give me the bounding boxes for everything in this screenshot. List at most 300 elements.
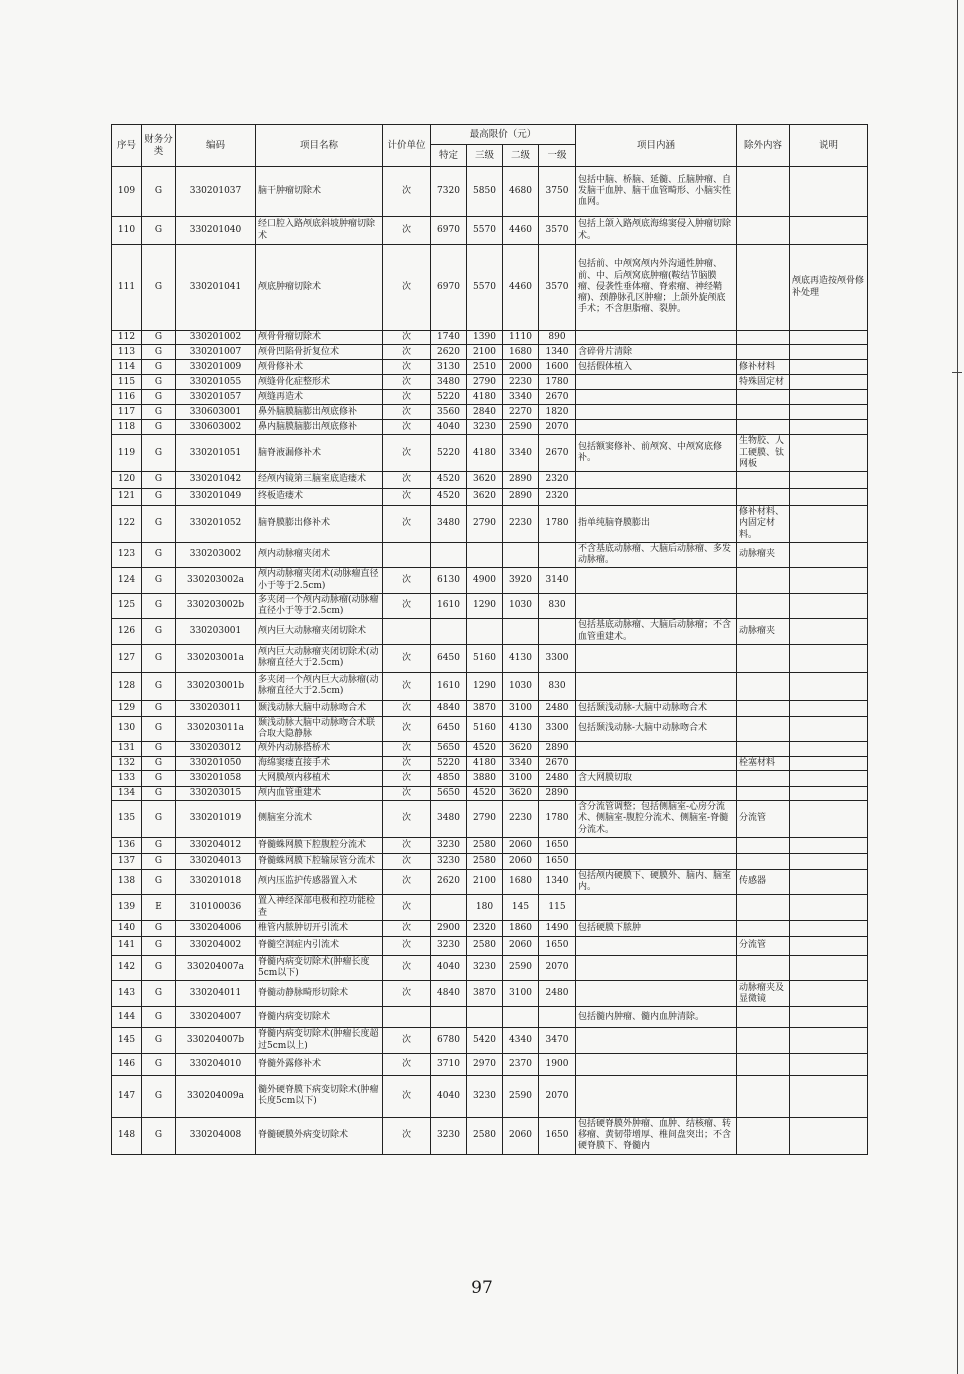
row-unit: 次 — [383, 217, 431, 245]
row-note — [790, 742, 868, 756]
row-note — [790, 981, 868, 1007]
row-seq: 134 — [112, 786, 142, 800]
row-price-level1: 830 — [539, 593, 576, 619]
row-unit — [383, 619, 431, 645]
row-exclusion: 修补材料、内固定材料。 — [737, 506, 790, 543]
row-price-level1: 2320 — [539, 489, 576, 506]
row-content — [576, 390, 737, 405]
row-exclusion — [737, 568, 790, 594]
table-row — [112, 895, 868, 921]
table-row — [112, 742, 868, 756]
row-price-level2: 2060 — [503, 936, 539, 955]
table-row — [112, 837, 868, 853]
row-price-special: 6970 — [431, 245, 467, 331]
row-note — [790, 786, 868, 800]
row-unit: 次 — [383, 593, 431, 619]
table-row — [112, 345, 868, 360]
col-header-special: 特定 — [431, 145, 467, 167]
table-row — [112, 619, 868, 645]
row-content — [576, 420, 737, 435]
row-unit: 次 — [383, 360, 431, 375]
row-exclusion — [737, 837, 790, 853]
row-price-level2: 4460 — [503, 217, 539, 245]
row-price-level1: 3470 — [539, 1028, 576, 1054]
row-exclusion — [737, 472, 790, 489]
row-price-special: 2620 — [431, 869, 467, 895]
row-name: 终板造瘘术 — [256, 489, 383, 506]
row-price-level2: 4460 — [503, 245, 539, 331]
row-note — [790, 360, 868, 375]
row-content — [576, 786, 737, 800]
row-price-level2: 2890 — [503, 472, 539, 489]
row-price-level3 — [467, 619, 503, 645]
scan-edge-line — [957, 0, 958, 1374]
table-row — [112, 770, 868, 786]
row-content: 包括颞浅动脉-大脑中动脉吻合术 — [576, 716, 737, 742]
row-name: 颅缝再造术 — [256, 390, 383, 405]
row-unit: 次 — [383, 1053, 431, 1075]
row-seq: 132 — [112, 756, 142, 770]
row-category: G — [142, 331, 176, 345]
row-price-special: 3230 — [431, 853, 467, 869]
table-row — [112, 390, 868, 405]
row-code: 330204013 — [176, 853, 256, 869]
row-name: 海绵窦瘘直接手术 — [256, 756, 383, 770]
row-name: 颞浅动脉大脑中动脉吻合术 — [256, 700, 383, 716]
row-category: G — [142, 506, 176, 543]
row-category: G — [142, 217, 176, 245]
row-price-special: 5650 — [431, 742, 467, 756]
row-code: 330201050 — [176, 756, 256, 770]
row-price-level1: 2070 — [539, 1075, 576, 1117]
row-exclusion — [737, 770, 790, 786]
row-category: G — [142, 1117, 176, 1154]
row-seq: 144 — [112, 1007, 142, 1028]
row-content — [576, 936, 737, 955]
table-row — [112, 853, 868, 869]
row-price-level3: 4180 — [467, 390, 503, 405]
row-seq: 137 — [112, 853, 142, 869]
row-content: 含分流管调整；包括侧脑室-心房分流术、侧脑室-腹腔分流术、侧脑室-脊髓分流术。 — [576, 801, 737, 838]
row-code: 330201055 — [176, 375, 256, 390]
row-price-level2 — [503, 542, 539, 568]
table-row — [112, 1007, 868, 1028]
row-unit: 次 — [383, 167, 431, 217]
row-price-level3: 2790 — [467, 375, 503, 390]
table-row — [112, 920, 868, 936]
row-price-special: 4850 — [431, 770, 467, 786]
row-code: 330204008 — [176, 1117, 256, 1154]
row-note — [790, 801, 868, 838]
row-exclusion: 栓塞材料 — [737, 756, 790, 770]
row-price-level1: 2670 — [539, 756, 576, 770]
row-code: 330204007 — [176, 1007, 256, 1028]
row-category: G — [142, 360, 176, 375]
row-exclusion — [737, 390, 790, 405]
row-note — [790, 420, 868, 435]
row-price-level3: 2580 — [467, 1117, 503, 1154]
col-header-level2: 二级 — [503, 145, 539, 167]
row-code: 330201041 — [176, 245, 256, 331]
row-unit — [383, 542, 431, 568]
row-code: 330603001 — [176, 405, 256, 420]
row-name: 颅骨修补术 — [256, 360, 383, 375]
row-price-special: 6130 — [431, 568, 467, 594]
row-content: 包括髓内肿瘤、髓内血肿清除。 — [576, 1007, 737, 1028]
table-row — [112, 700, 868, 716]
row-code: 330204012 — [176, 837, 256, 853]
row-note — [790, 716, 868, 742]
row-seq: 124 — [112, 568, 142, 594]
row-name: 脊髓蛛网膜下腔输尿管分流术 — [256, 853, 383, 869]
row-price-level1: 3140 — [539, 568, 576, 594]
row-price-level3: 2580 — [467, 837, 503, 853]
row-price-level2: 2270 — [503, 405, 539, 420]
row-price-special: 3480 — [431, 801, 467, 838]
row-unit: 次 — [383, 801, 431, 838]
row-name: 脊髓内病变切除术 — [256, 1007, 383, 1028]
row-exclusion — [737, 742, 790, 756]
row-name: 经口腔入路颅底斜坡肿瘤切除术 — [256, 217, 383, 245]
row-seq: 123 — [112, 542, 142, 568]
row-price-level1: 830 — [539, 672, 576, 700]
row-name: 脊髓动静脉畸形切除术 — [256, 981, 383, 1007]
table-row — [112, 716, 868, 742]
row-exclusion — [737, 1075, 790, 1117]
row-price-level1 — [539, 1007, 576, 1028]
row-exclusion: 分流管 — [737, 801, 790, 838]
row-price-special: 5220 — [431, 756, 467, 770]
row-code: 330201040 — [176, 217, 256, 245]
table-row — [112, 360, 868, 375]
row-content — [576, 405, 737, 420]
row-price-level2: 4680 — [503, 167, 539, 217]
row-code: 330201058 — [176, 770, 256, 786]
row-price-level2: 1680 — [503, 869, 539, 895]
row-note — [790, 542, 868, 568]
row-unit: 次 — [383, 869, 431, 895]
table-row — [112, 245, 868, 331]
row-name: 脑脊膜膨出修补术 — [256, 506, 383, 543]
row-price-special: 1610 — [431, 593, 467, 619]
row-code: 330203002b — [176, 593, 256, 619]
row-price-level2 — [503, 1007, 539, 1028]
row-name: 多夹闭一个颅内动脉瘤(动脉瘤直径小于等于2.5cm) — [256, 593, 383, 619]
row-name: 颅外内动脉搭桥术 — [256, 742, 383, 756]
row-price-level2: 2590 — [503, 955, 539, 981]
row-category: G — [142, 619, 176, 645]
row-name: 髓外硬脊膜下病变切除术(肿瘤长度5cm以下) — [256, 1075, 383, 1117]
row-note — [790, 619, 868, 645]
row-unit: 次 — [383, 853, 431, 869]
row-exclusion — [737, 420, 790, 435]
row-price-level3 — [467, 1007, 503, 1028]
col-header-name: 项目名称 — [256, 125, 383, 167]
row-seq: 131 — [112, 742, 142, 756]
row-name: 脑脊液漏修补术 — [256, 435, 383, 472]
col-header-max-price: 最高限价（元） — [431, 125, 576, 145]
row-code: 330203002 — [176, 542, 256, 568]
row-seq: 130 — [112, 716, 142, 742]
table-row — [112, 542, 868, 568]
table-row — [112, 1028, 868, 1054]
row-price-level3: 180 — [467, 895, 503, 921]
row-content — [576, 472, 737, 489]
row-name: 颅内巨大动脉瘤夹闭切除术(动脉瘤直径大于2.5cm) — [256, 644, 383, 672]
row-price-level1: 1490 — [539, 920, 576, 936]
row-category: G — [142, 920, 176, 936]
row-exclusion: 生物胶、人工硬膜、钛网板 — [737, 435, 790, 472]
row-price-level2: 3340 — [503, 756, 539, 770]
row-price-special: 4520 — [431, 472, 467, 489]
row-note — [790, 593, 868, 619]
row-price-level2: 2230 — [503, 506, 539, 543]
row-exclusion — [737, 700, 790, 716]
row-code: 330201018 — [176, 869, 256, 895]
row-exclusion — [737, 716, 790, 742]
row-price-level1: 2480 — [539, 770, 576, 786]
row-price-level3: 4900 — [467, 568, 503, 594]
row-seq: 118 — [112, 420, 142, 435]
row-note — [790, 869, 868, 895]
row-category: G — [142, 837, 176, 853]
row-content: 包括颅内硬膜下、硬膜外、脑内、脑室内。 — [576, 869, 737, 895]
row-price-special: 3230 — [431, 1117, 467, 1154]
row-name: 多夹闭一个颅内巨大动脉瘤(动脉瘤直径大于2.5cm) — [256, 672, 383, 700]
row-price-level2: 3340 — [503, 390, 539, 405]
table-row — [112, 489, 868, 506]
row-unit: 次 — [383, 837, 431, 853]
row-unit: 次 — [383, 955, 431, 981]
row-unit: 次 — [383, 644, 431, 672]
row-unit: 次 — [383, 435, 431, 472]
row-price-level2: 145 — [503, 895, 539, 921]
row-price-level2: 3100 — [503, 770, 539, 786]
row-exclusion: 动脉瘤夹及显微镜 — [737, 981, 790, 1007]
row-price-level1: 3300 — [539, 716, 576, 742]
row-content — [576, 1075, 737, 1117]
row-price-level2: 1680 — [503, 345, 539, 360]
row-name: 颅内血管重建术 — [256, 786, 383, 800]
row-code: 330201019 — [176, 801, 256, 838]
row-price-special — [431, 542, 467, 568]
row-price-level2: 2060 — [503, 853, 539, 869]
row-exclusion — [737, 345, 790, 360]
row-exclusion: 分流管 — [737, 936, 790, 955]
row-price-level1: 2480 — [539, 981, 576, 1007]
row-price-level2: 3340 — [503, 435, 539, 472]
row-category: G — [142, 345, 176, 360]
row-seq: 119 — [112, 435, 142, 472]
row-note — [790, 345, 868, 360]
row-name: 脊髓硬膜外病变切除术 — [256, 1117, 383, 1154]
row-unit: 次 — [383, 331, 431, 345]
row-name: 鼻外脑膜脑膨出颅底修补 — [256, 405, 383, 420]
row-exclusion: 动脉瘤夹 — [737, 619, 790, 645]
row-name: 脑干肿瘤切除术 — [256, 167, 383, 217]
row-unit: 次 — [383, 981, 431, 1007]
row-exclusion — [737, 786, 790, 800]
row-price-special: 6780 — [431, 1028, 467, 1054]
row-seq: 129 — [112, 700, 142, 716]
table-row — [112, 756, 868, 770]
row-price-level3: 3870 — [467, 981, 503, 1007]
row-code: 330603002 — [176, 420, 256, 435]
row-category: G — [142, 770, 176, 786]
col-header-level1: 一级 — [539, 145, 576, 167]
row-category: G — [142, 644, 176, 672]
row-price-level3: 4520 — [467, 786, 503, 800]
row-unit: 次 — [383, 756, 431, 770]
row-note — [790, 1028, 868, 1054]
row-content — [576, 742, 737, 756]
page-number: 97 — [471, 1278, 493, 1298]
row-price-special: 3480 — [431, 375, 467, 390]
row-seq: 110 — [112, 217, 142, 245]
table-row — [112, 955, 868, 981]
row-price-level1: 2320 — [539, 472, 576, 489]
row-seq: 114 — [112, 360, 142, 375]
row-price-level3: 4180 — [467, 435, 503, 472]
row-price-level3: 3230 — [467, 420, 503, 435]
col-header-finance: 财务分类 — [142, 125, 176, 167]
row-price-level1: 1650 — [539, 853, 576, 869]
table-row — [112, 420, 868, 435]
row-price-level3: 3880 — [467, 770, 503, 786]
row-price-level3: 5420 — [467, 1028, 503, 1054]
row-seq: 127 — [112, 644, 142, 672]
row-price-level1: 1340 — [539, 345, 576, 360]
row-price-level2: 3620 — [503, 742, 539, 756]
row-category: G — [142, 955, 176, 981]
row-price-special: 5220 — [431, 435, 467, 472]
table-row — [112, 217, 868, 245]
row-price-level3: 1390 — [467, 331, 503, 345]
row-content — [576, 837, 737, 853]
row-category: G — [142, 1053, 176, 1075]
row-content: 指单纯脑脊膜膨出 — [576, 506, 737, 543]
row-code: 330203011 — [176, 700, 256, 716]
row-seq: 113 — [112, 345, 142, 360]
row-price-level3: 4180 — [467, 756, 503, 770]
row-category: G — [142, 167, 176, 217]
row-price-level3: 2320 — [467, 920, 503, 936]
row-seq: 109 — [112, 167, 142, 217]
table-row — [112, 801, 868, 838]
row-code: 330203011a — [176, 716, 256, 742]
row-unit: 次 — [383, 245, 431, 331]
row-code: 330204011 — [176, 981, 256, 1007]
row-price-level3: 2790 — [467, 801, 503, 838]
col-header-seq: 序号 — [112, 125, 142, 167]
row-seq: 121 — [112, 489, 142, 506]
row-note: 颅底再造按颅骨修补处理 — [790, 245, 868, 331]
row-category: G — [142, 981, 176, 1007]
row-seq: 128 — [112, 672, 142, 700]
row-note — [790, 1053, 868, 1075]
row-price-level1: 1780 — [539, 375, 576, 390]
row-content — [576, 981, 737, 1007]
row-content: 含大网膜切取 — [576, 770, 737, 786]
row-exclusion — [737, 1028, 790, 1054]
row-seq: 117 — [112, 405, 142, 420]
row-price-level1: 3750 — [539, 167, 576, 217]
row-price-special — [431, 1007, 467, 1028]
row-name: 颅内动脉瘤夹闭术(动脉瘤直径小于等于2.5cm) — [256, 568, 383, 594]
row-name: 颅缝骨化症整形术 — [256, 375, 383, 390]
row-code: 330204002 — [176, 936, 256, 955]
row-seq: 115 — [112, 375, 142, 390]
row-name: 颅骨骨瘤切除术 — [256, 331, 383, 345]
row-note — [790, 375, 868, 390]
row-unit: 次 — [383, 920, 431, 936]
row-price-level1: 1820 — [539, 405, 576, 420]
col-header-unit: 计价单位 — [383, 125, 431, 167]
table-row — [112, 1075, 868, 1117]
row-content — [576, 644, 737, 672]
row-unit: 次 — [383, 786, 431, 800]
row-price-level2: 2590 — [503, 1075, 539, 1117]
row-category: G — [142, 542, 176, 568]
row-category: G — [142, 1075, 176, 1117]
row-content: 不含基底动脉瘤、大脑后动脉瘤、多发动脉瘤。 — [576, 542, 737, 568]
row-price-level1: 1900 — [539, 1053, 576, 1075]
row-exclusion — [737, 245, 790, 331]
row-price-level2: 1110 — [503, 331, 539, 345]
row-price-level1: 1340 — [539, 869, 576, 895]
row-note — [790, 853, 868, 869]
row-exclusion — [737, 920, 790, 936]
row-exclusion — [737, 405, 790, 420]
row-name: 脊髓外露修补术 — [256, 1053, 383, 1075]
table-row — [112, 405, 868, 420]
row-name: 颞浅动脉大脑中动脉吻合术联合取大隐静脉 — [256, 716, 383, 742]
table-row — [112, 786, 868, 800]
row-price-level2: 2060 — [503, 837, 539, 853]
row-unit: 次 — [383, 375, 431, 390]
row-price-special — [431, 895, 467, 921]
row-price-level2: 2890 — [503, 489, 539, 506]
row-price-level2: 4340 — [503, 1028, 539, 1054]
row-price-special: 3560 — [431, 405, 467, 420]
row-category: G — [142, 1028, 176, 1054]
row-name: 侧脑室分流术 — [256, 801, 383, 838]
row-price-level1: 3300 — [539, 644, 576, 672]
row-name: 颅内巨大动脉瘤夹闭切除术 — [256, 619, 383, 645]
row-content — [576, 672, 737, 700]
row-note — [790, 405, 868, 420]
row-category: G — [142, 405, 176, 420]
row-price-level1: 2670 — [539, 435, 576, 472]
row-seq: 111 — [112, 245, 142, 331]
row-code: 330201037 — [176, 167, 256, 217]
row-exclusion — [737, 489, 790, 506]
row-seq: 148 — [112, 1117, 142, 1154]
row-price-special: 4520 — [431, 489, 467, 506]
row-content — [576, 895, 737, 921]
row-category: G — [142, 801, 176, 838]
row-price-special: 3230 — [431, 837, 467, 853]
row-price-level3: 2580 — [467, 936, 503, 955]
table-row — [112, 167, 868, 217]
table-row — [112, 1053, 868, 1075]
row-name: 椎管内脓肿切开引流术 — [256, 920, 383, 936]
row-category: E — [142, 895, 176, 921]
row-price-special: 1740 — [431, 331, 467, 345]
row-note — [790, 217, 868, 245]
table-row — [112, 331, 868, 345]
row-category: G — [142, 435, 176, 472]
